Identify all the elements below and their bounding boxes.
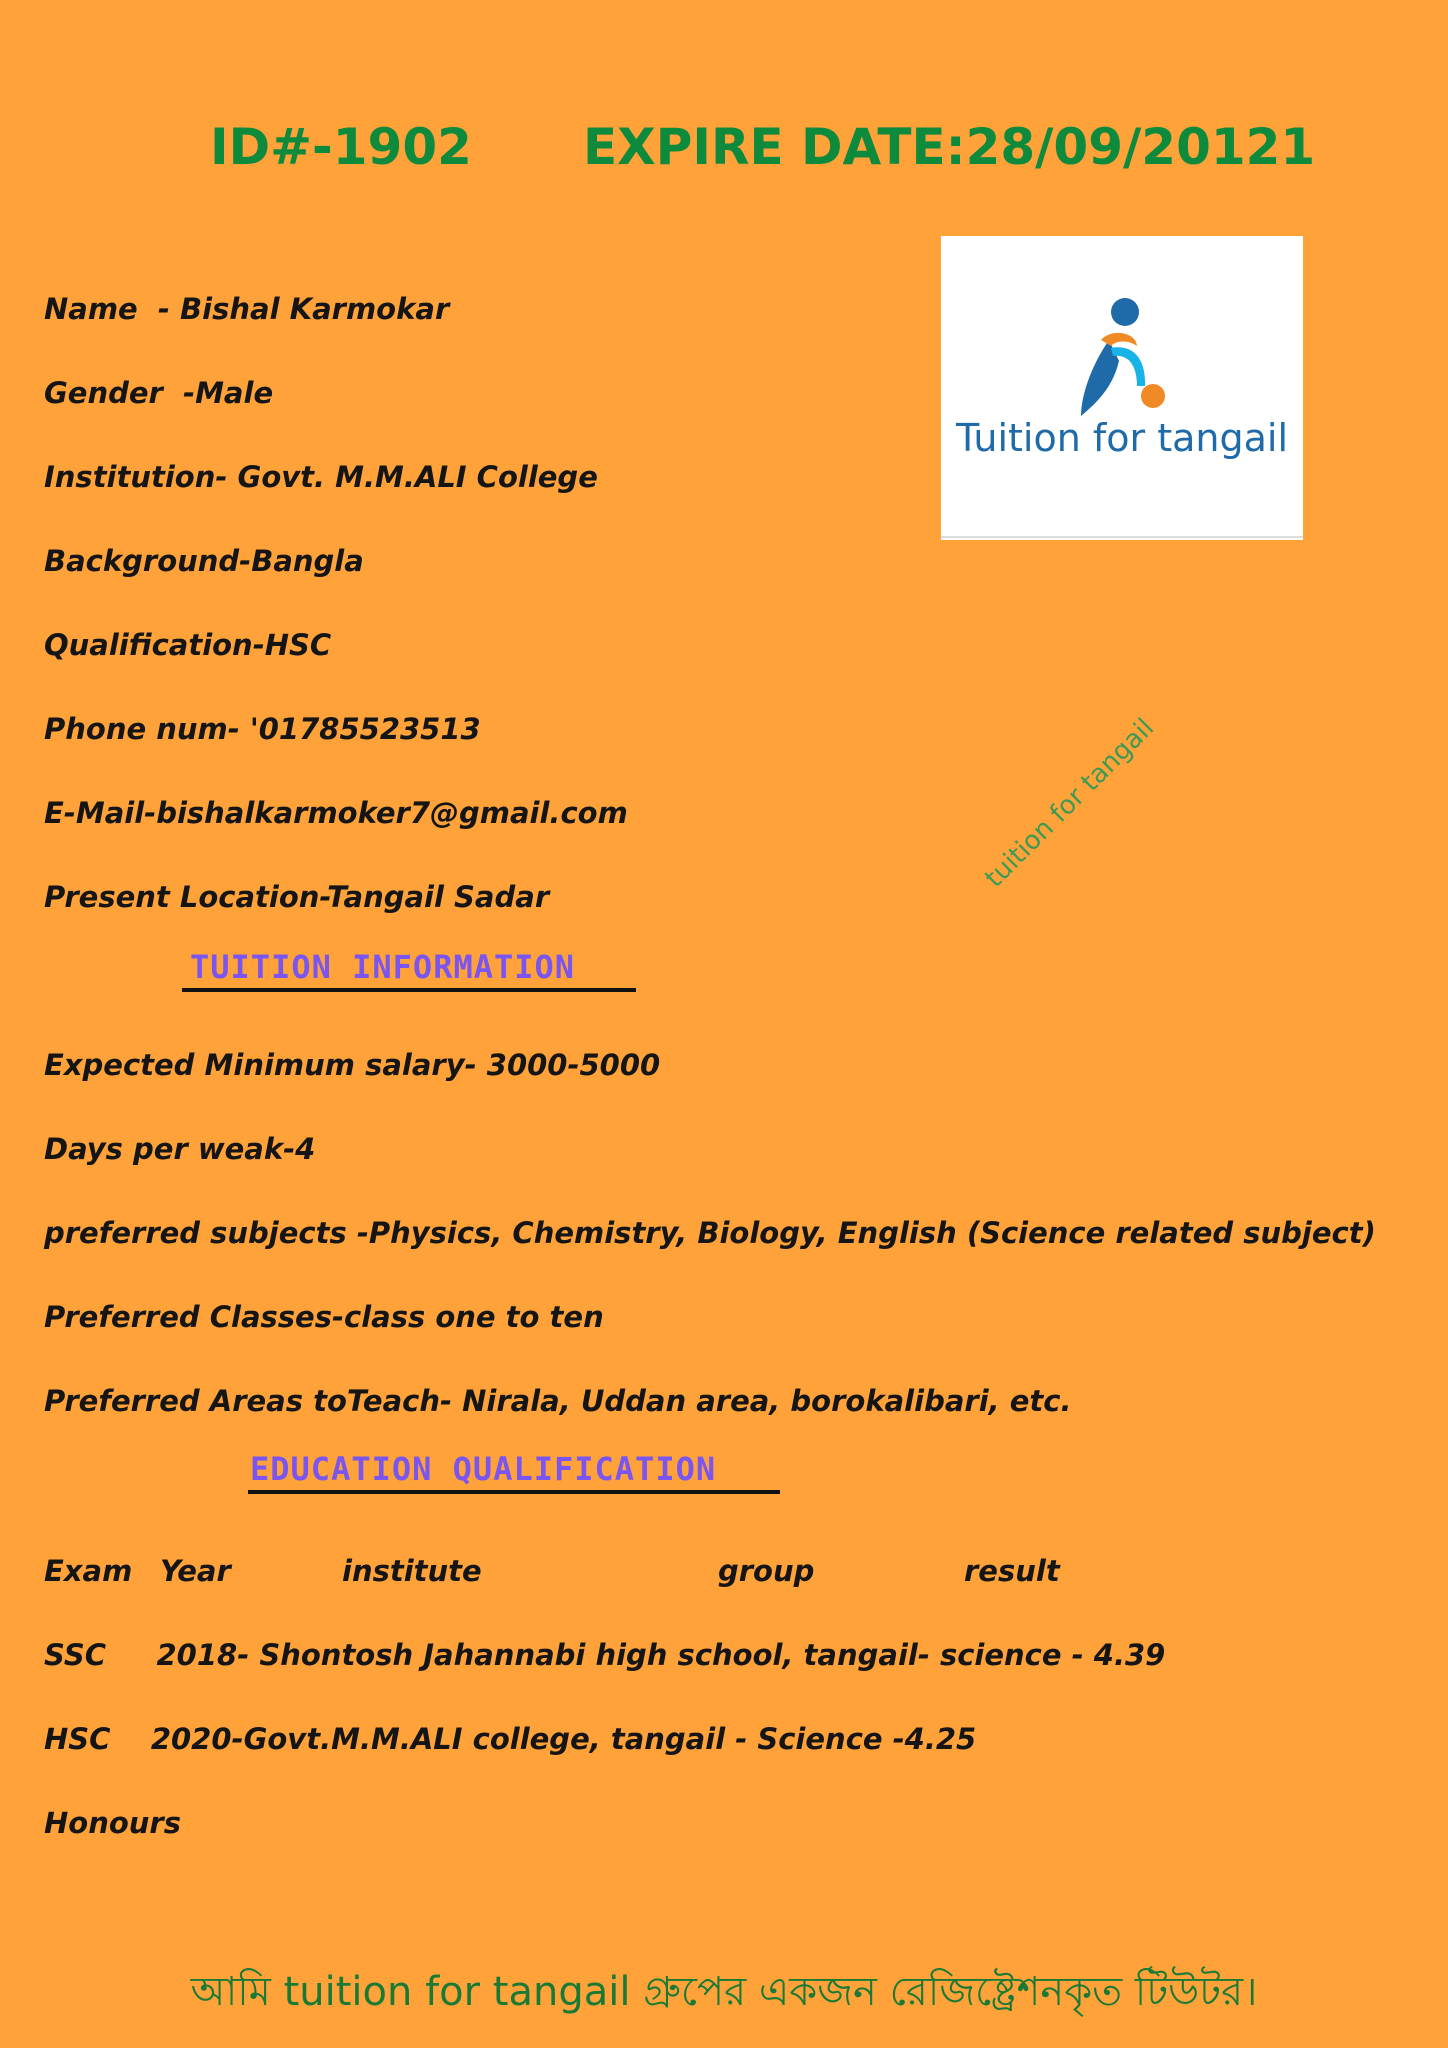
education-section-title: EDUCATION QUALIFICATION (250, 1450, 717, 1488)
card-id: ID#-1902 (210, 118, 472, 176)
logo-baseline (941, 536, 1303, 538)
tutor-figure-icon (941, 236, 1303, 540)
profile-phone: Phone num- '01785523513 (44, 712, 481, 746)
edu-header-result: result (964, 1554, 1060, 1588)
profile-gender: Gender -Male (44, 376, 274, 410)
profile-email: E-Mail-bishalkarmoker7@gmail.com (44, 796, 628, 830)
tuition-section-underline (182, 988, 636, 992)
education-section-underline (248, 1490, 780, 1494)
profile-location: Present Location-Tangail Sadar (44, 880, 550, 914)
profile-qualification: Qualification-HSC (44, 628, 332, 662)
edu-row-ssc: SSC 2018- Shontosh Jahannabi high school, tangail- science - 4.39 (44, 1638, 1166, 1672)
edu-row-honours: Honours (44, 1806, 181, 1840)
tuition-days: Days per weak-4 (44, 1132, 316, 1166)
edu-row-hsc: HSC 2020-Govt.M.M.ALI college, tangail - Science -4.25 (44, 1722, 977, 1756)
edu-header-group: group (718, 1554, 815, 1588)
logo (941, 236, 1303, 540)
tuition-section-title: TUITION INFORMATION (190, 948, 576, 986)
logo-text: Tuition for tangail (955, 416, 1289, 460)
edu-header-exam: Exam (44, 1554, 133, 1588)
profile-background: Background-Bangla (44, 544, 364, 578)
watermark: tuition for tangail (979, 712, 1161, 894)
expire-date: EXPIRE DATE:28/09/20121 (583, 118, 1316, 176)
footer-note: আমি tuition for tangail গ্রুপের একজন রেজিষ্ট্রেশনকৃত টিউটর। (190, 1969, 1258, 2015)
tuition-salary: Expected Minimum salary- 3000-5000 (44, 1048, 661, 1082)
tuition-classes: Preferred Classes-class one to ten (44, 1300, 604, 1334)
tuition-areas: Preferred Areas toTeach- Nirala, Uddan area, borokalibari, etc. (44, 1384, 1072, 1418)
edu-header-institute: institute (342, 1554, 482, 1588)
profile-name: Name - Bishal Karmokar (44, 292, 450, 326)
tuition-subjects: preferred subjects -Physics, Chemistry, Biology, English (Science related subject) (44, 1216, 1376, 1250)
profile-institution: Institution- Govt. M.M.ALI College (44, 460, 598, 494)
edu-header-year: Year (160, 1554, 231, 1588)
